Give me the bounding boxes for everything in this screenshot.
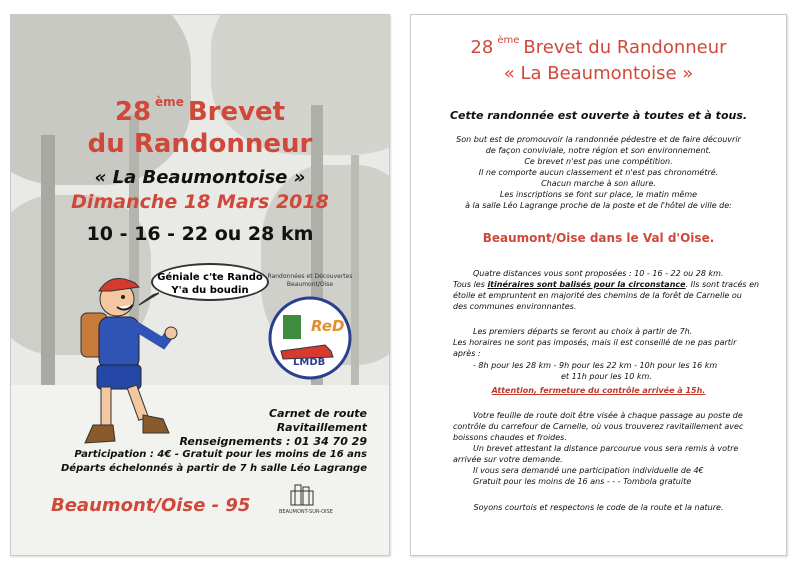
bubble-line1: Géniale c'te Rando <box>157 272 263 283</box>
right-page <box>410 14 787 556</box>
goal-line: Les inscriptions se font sur place, le matin même <box>499 190 698 199</box>
closing-text: Soyons courtois et respectons le code de la route et la nature. <box>473 503 724 512</box>
feuille-line: Gratuit pour les moins de 16 ans - - - Tombola gratuite <box>473 477 692 486</box>
right-subtitle: « La Beaumontoise » <box>503 63 694 84</box>
club-logo <box>267 295 353 381</box>
dist-line: Quatre distances vous sont proposées : 10 - 16 - 22 ou 28 km. <box>473 269 724 278</box>
town-logo-icon <box>287 481 317 507</box>
goal-line: Son but est de promouvoir la randonnée pédestre et de faire découvrir <box>456 135 741 144</box>
dep-line: après : <box>453 349 481 358</box>
dep-line: et 11h pour les 10 km. <box>561 372 652 381</box>
poster-location: Beaumont/Oise - 95 <box>51 495 251 516</box>
goal-line: Ce brevet n'est pas une compétition. <box>524 157 673 166</box>
hiker-illustration <box>51 265 191 465</box>
feuille-line: Il vous sera demandé une participation individuelle de 4€ <box>473 466 704 475</box>
town-logo-text: BEAUMONT-SUR-OISE <box>279 509 333 515</box>
right-title: 28 $^{ème}$ Brevet du Randonneur <box>470 35 727 58</box>
feuille-line: boissons chaudes et froides. <box>453 433 567 442</box>
intro-text: Cette randonnée est ouverte à toutes et à tous. <box>449 109 748 122</box>
dep-line: - 8h pour les 28 km - 9h pour les 22 km - 10h pour les 16 km <box>473 361 718 370</box>
goal-line: de façon conviviale, notre région et son environnement. <box>485 146 712 155</box>
dep-line: Les horaires ne sont pas imposés, mais il est conseillé de ne pas partir <box>453 338 737 347</box>
info-participation: Participation : 4€ - Gratuit pour les moins de 16 ans <box>74 449 367 460</box>
dep-line: Les premiers départs se feront au choix à partir de 7h. <box>473 327 693 336</box>
feuille-line: arrivée sur votre demande. <box>453 455 563 464</box>
info-renseignements: Renseignements : 01 34 70 29 <box>179 435 367 448</box>
location-heading: Beaumont/Oise dans le Val d'Oise. <box>482 231 715 245</box>
dist-line: étoile et empruntent en majorité des chemins de la forêt de Carnelle ou <box>453 291 742 300</box>
info-carnet: Carnet de route <box>269 407 367 420</box>
goal-line: Chacun marche à son allure. <box>541 179 656 188</box>
left-poster <box>10 14 390 556</box>
club-logo-bottom: LMDB <box>293 357 326 368</box>
poster-title-line2: du Randonneur <box>87 129 313 159</box>
goal-line: à la salle Léo Lagrange proche de la poste et de l'hôtel de ville de: <box>465 201 732 210</box>
dist-line: des communes environnantes. <box>453 302 577 311</box>
club-name-line1: Randonnées et Découvertes <box>267 273 353 280</box>
bubble-line2: Y'a du boudin <box>171 285 249 296</box>
club-logo-letters: ReD <box>311 317 345 335</box>
poster-title-line1: 28 $^{ème}$ Brevet <box>114 95 286 127</box>
goal-line: Il ne comporte aucun classement et n'est pas chronométré. <box>478 168 719 177</box>
feuille-line: contrôle du carrefour de Carnelle, où vous trouverez ravitaillement avec <box>453 422 744 431</box>
feuille-line: Votre feuille de route doit être visée à chaque passage au poste de <box>473 411 743 420</box>
info-departs: Départs échelonnés à partir de 7 h salle Léo Lagrange <box>61 463 367 474</box>
poster-distances: 10 - 16 - 22 ou 28 km <box>86 223 314 245</box>
feuille-line: Un brevet attestant la distance parcourue vous sera remis à votre <box>473 444 739 453</box>
info-ravitaillement: Ravitaillement <box>276 421 367 434</box>
dist-line: Tous les itinéraires sont balisés pour la circonstance. Ils sont tracés en <box>453 280 760 289</box>
club-name-line2: Beaumont/Oise <box>286 281 334 288</box>
club-name <box>255 273 365 289</box>
poster-subtitle: « La Beaumontoise » <box>94 167 306 188</box>
poster-date: Dimanche 18 Mars 2018 <box>71 191 329 213</box>
warning-text: Attention, fermeture du contrôle arrivée à 15h. <box>491 386 706 395</box>
